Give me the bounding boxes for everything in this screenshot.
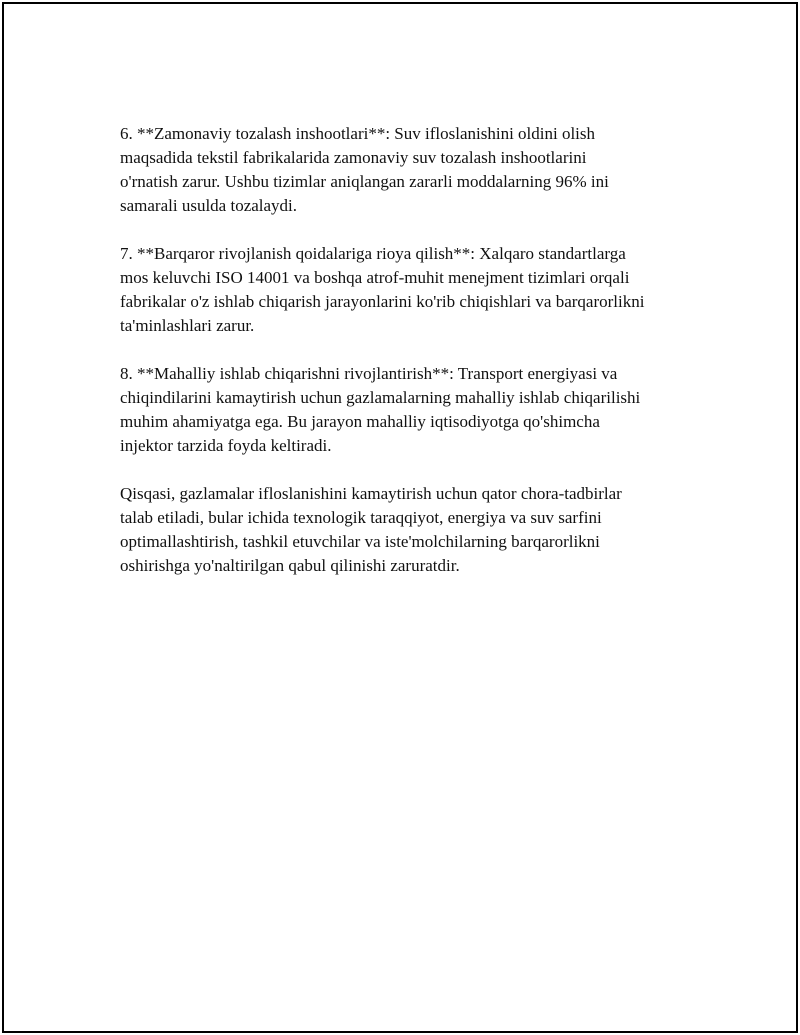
paragraph-line: optimallashtirish, tashkil etuvchilar va iste'molchilarning barqarorlikni xyxy=(120,532,600,551)
paragraph-line: oshirishga yo'naltirilgan qabul qilinishi zaruratdir. xyxy=(120,556,460,575)
paragraph-local-production xyxy=(120,362,700,458)
paragraph-line: 6. **Zamonaviy tozalash inshootlari**: Suv ifloslanishini oldini olish xyxy=(120,124,596,143)
paragraph-line: mos keluvchi ISO 14001 va boshqa atrof-muhit menejment tizimlari orqali xyxy=(120,268,630,287)
paragraph-line: samarali usulda tozalaydi. xyxy=(120,196,298,215)
document-page xyxy=(2,2,798,1033)
paragraph-line: ta'minlashlari zarur. xyxy=(120,316,255,335)
paragraph-line: fabrikalar o'z ishlab chiqarish jarayonlarini ko'rib chiqishlari va barqarorlikni xyxy=(120,292,645,311)
paragraph-line: o'rnatish zarur. Ushbu tizimlar aniqlangan zararli moddalarning 96% ini xyxy=(120,172,609,191)
document-body xyxy=(120,122,700,602)
paragraph-line: maqsadida tekstil fabrikalarida zamonaviy suv tozalash inshootlarini xyxy=(120,148,587,167)
paragraph-line: talab etiladi, bular ichida texnologik taraqqiyot, energiya va suv sarfini xyxy=(120,508,602,527)
paragraph-sustainable-development xyxy=(120,242,700,338)
paragraph-line: injektor tarzida foyda keltiradi. xyxy=(120,436,332,455)
paragraph-line: muhim ahamiyatga ega. Bu jarayon mahalliy iqtisodiyotga qo'shimcha xyxy=(120,412,600,431)
paragraph-summary xyxy=(120,482,700,578)
paragraph-line: chiqindilarini kamaytirish uchun gazlamalarning mahalliy ishlab chiqarilishi xyxy=(120,388,641,407)
paragraph-modern-treatment-facilities xyxy=(120,122,700,218)
paragraph-line: 7. **Barqaror rivojlanish qoidalariga rioya qilish**: Xalqaro standartlarga xyxy=(120,244,626,263)
paragraph-line: Qisqasi, gazlamalar ifloslanishini kamaytirish uchun qator chora-tadbirlar xyxy=(120,484,622,503)
paragraph-line: 8. **Mahalliy ishlab chiqarishni rivojlantirish**: Transport energiyasi va xyxy=(120,364,618,383)
